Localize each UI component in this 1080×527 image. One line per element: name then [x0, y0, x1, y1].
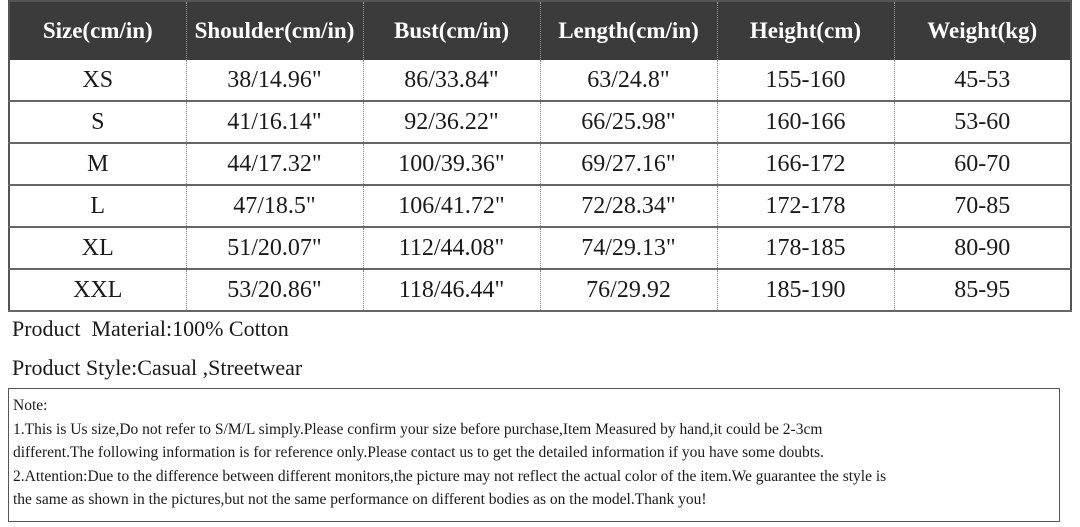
table-row	[9, 60, 1071, 101]
cell-height: 172-178	[717, 185, 894, 227]
cell-shoulder: 41/16.14"	[186, 101, 363, 143]
cell-bust: 112/44.08"	[363, 227, 540, 269]
cell-weight: 60-70	[894, 143, 1071, 185]
table-header-row	[9, 1, 1071, 60]
cell-size: M	[9, 143, 186, 185]
table-row	[9, 227, 1071, 269]
cell-height: 185-190	[717, 269, 894, 311]
cell-height: 155-160	[717, 60, 894, 101]
header-size: Size(cm/in)	[9, 1, 186, 60]
note-line: different.The following information is for reference only.Please contact us to get the detailed information if you have some doubts.	[13, 444, 824, 461]
cell-length: 74/29.13"	[540, 227, 717, 269]
cell-length: 76/29.92	[540, 269, 717, 311]
product-style: Product Style:Casual ,Streetwear	[12, 355, 303, 380]
table-row	[9, 143, 1071, 185]
cell-shoulder: 38/14.96"	[186, 60, 363, 101]
cell-length: 63/24.8"	[540, 60, 717, 101]
table-row	[9, 269, 1071, 311]
cell-shoulder: 51/20.07"	[186, 227, 363, 269]
cell-bust: 118/46.44"	[363, 269, 540, 311]
cell-weight: 85-95	[894, 269, 1071, 311]
header-weight: Weight(kg)	[894, 1, 1071, 60]
table-row	[9, 185, 1071, 227]
product-material: Product Material:100% Cotton	[12, 316, 289, 341]
cell-size: XS	[9, 60, 186, 101]
cell-shoulder: 47/18.5"	[186, 185, 363, 227]
header-height: Height(cm)	[717, 1, 894, 60]
note-line: the same as shown in the pictures,but not the same performance on different bodies as on the model.Thank you!	[13, 491, 707, 508]
note-title: Note:	[13, 397, 48, 414]
cell-bust: 92/36.22"	[363, 101, 540, 143]
header-bust: Bust(cm/in)	[363, 1, 540, 60]
cell-height: 178-185	[717, 227, 894, 269]
cell-size: XXL	[9, 269, 186, 311]
cell-height: 166-172	[717, 143, 894, 185]
note-line: 2.Attention:Due to the difference between different monitors,the picture may not reflect the actual color of the item.We guarantee the style is	[13, 467, 887, 485]
cell-weight: 70-85	[894, 185, 1071, 227]
note-box	[8, 388, 1060, 522]
table-row	[9, 101, 1071, 143]
cell-weight: 53-60	[894, 101, 1071, 143]
cell-weight: 80-90	[894, 227, 1071, 269]
cell-bust: 100/39.36"	[363, 143, 540, 185]
cell-length: 69/27.16"	[540, 143, 717, 185]
cell-weight: 45-53	[894, 60, 1071, 101]
cell-length: 66/25.98"	[540, 101, 717, 143]
cell-bust: 106/41.72"	[363, 185, 540, 227]
cell-size: XL	[9, 227, 186, 269]
cell-height: 160-166	[717, 101, 894, 143]
cell-bust: 86/33.84"	[363, 60, 540, 101]
note-line: 1.This is Us size,Do not refer to S/M/L simply.Please confirm your size before purchase,Item Measured by hand,it could be 2-3cm	[13, 420, 823, 438]
cell-length: 72/28.34"	[540, 185, 717, 227]
cell-size: S	[9, 101, 186, 143]
cell-size: L	[9, 185, 186, 227]
header-length: Length(cm/in)	[540, 1, 717, 60]
header-shoulder: Shoulder(cm/in)	[186, 1, 363, 60]
size-chart-table	[8, 0, 1072, 312]
cell-shoulder: 53/20.86"	[186, 269, 363, 311]
cell-shoulder: 44/17.32"	[186, 143, 363, 185]
